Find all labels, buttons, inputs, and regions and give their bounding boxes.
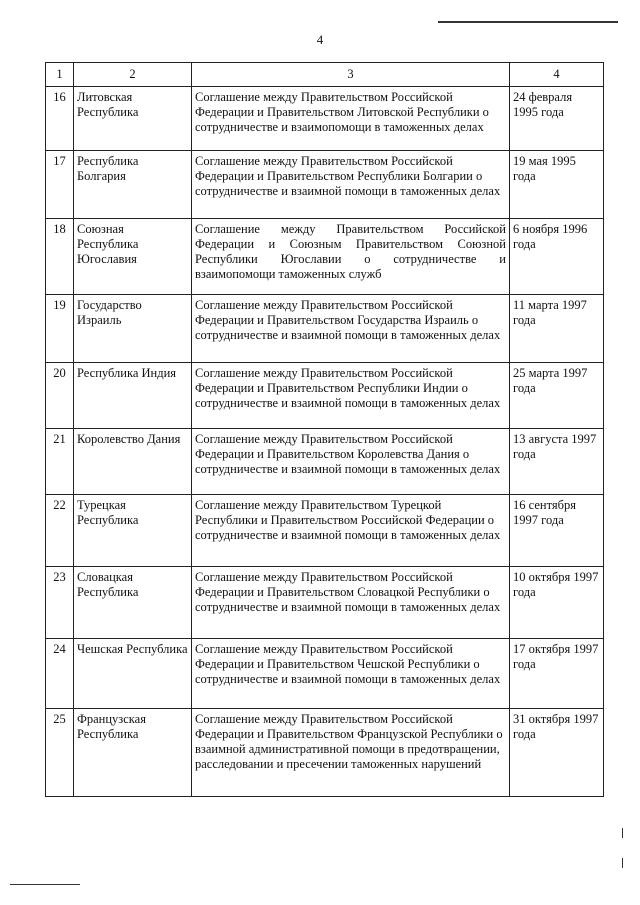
row-number: 21 [46,429,74,495]
page-number: 4 [316,32,324,47]
column-header-country: 2 [74,63,192,87]
signing-date: 17 октября 1997 года [510,639,604,709]
signing-date: 24 февраля 1995 года [510,87,604,151]
agreement-title: Соглашение между Правительством Российской Федерации и Правительством Республики Индии о сотрудничестве и взаимной помощи в таможенных делах [192,363,510,429]
table-row [46,709,604,797]
bottom-rule [10,884,80,885]
column-header-number: 1 [46,63,74,87]
row-number: 22 [46,495,74,567]
table-row [46,639,604,709]
agreement-title: Соглашение между Правительством Российской Федерации и Правительством Литовской Республики о сотрудничестве и взаимопомощи в таможенных делах [192,87,510,151]
signing-date: 11 марта 1997 года [510,295,604,363]
table-header-row [46,63,604,87]
top-rule [438,21,618,23]
signing-date: 6 ноября 1996 года [510,219,604,295]
row-number: 19 [46,295,74,363]
country-name: Государство Израиль [74,295,192,363]
country-name: Королевство Дания [74,429,192,495]
margin-tick [622,828,623,838]
table-row [46,567,604,639]
column-header-agreement: 3 [192,63,510,87]
row-number: 18 [46,219,74,295]
row-number: 17 [46,151,74,219]
table-row [46,429,604,495]
signing-date: 31 октября 1997 года [510,709,604,797]
agreement-title: Соглашение между Правительством Российской Федерации и Правительством Республики Болгарии о сотрудничестве и взаимной помощи в таможенных делах [192,151,510,219]
row-number: 23 [46,567,74,639]
country-name: Чешская Республика [74,639,192,709]
agreement-title: Соглашение между Правительством Турецкой Республики и Правительством Российской Федерации о сотрудничестве и взаимной помощи в таможенных делах [192,495,510,567]
table-row [46,495,604,567]
agreement-title: Соглашение между Правительством Российской Федерации и Правительством Чешской Республики о сотрудничестве и взаимной помощи в таможенных делах [192,639,510,709]
table-row [46,363,604,429]
signing-date: 10 октября 1997 года [510,567,604,639]
margin-tick [622,858,623,868]
table-row [46,219,604,295]
agreement-title: Соглашение между Правительством Российской Федерации и Правительством Словацкой Республики о сотрудничестве и взаимной помощи в таможенных делах [192,567,510,639]
signing-date: 19 мая 1995 года [510,151,604,219]
signing-date: 13 августа 1997 года [510,429,604,495]
agreement-title: Соглашение между Правительством Российской Федерации и Союзным Правительством Союзной Республики Югославии о сотрудничестве и взаимопомощи таможенных служб [192,219,510,295]
agreement-title: Соглашение между Правительством Российской Федерации и Правительством Французской Республики о взаимной административной помощи в предотвращении, расследовании и пресечении таможенных нарушений [192,709,510,797]
table-row [46,87,604,151]
agreement-title: Соглашение между Правительством Российской Федерации и Правительством Королевства Дания о сотрудничестве и взаимной помощи в таможенных делах [192,429,510,495]
table-row [46,295,604,363]
signing-date: 16 сентября 1997 года [510,495,604,567]
country-name: Республика Индия [74,363,192,429]
table-row [46,151,604,219]
country-name: Союзная Республика Югославия [74,219,192,295]
agreement-title: Соглашение между Правительством Российской Федерации и Правительством Государства Израиль о сотрудничестве и взаимной помощи в таможенных делах [192,295,510,363]
country-name: Французская Республика [74,709,192,797]
country-name: Словацкая Республика [74,567,192,639]
country-name: Литовская Республика [74,87,192,151]
row-number: 16 [46,87,74,151]
country-name: Турецкая Республика [74,495,192,567]
row-number: 20 [46,363,74,429]
signing-date: 25 марта 1997 года [510,363,604,429]
country-name: Республика Болгария [74,151,192,219]
row-number: 24 [46,639,74,709]
agreements-table [45,62,604,797]
column-header-date: 4 [510,63,604,87]
row-number: 25 [46,709,74,797]
